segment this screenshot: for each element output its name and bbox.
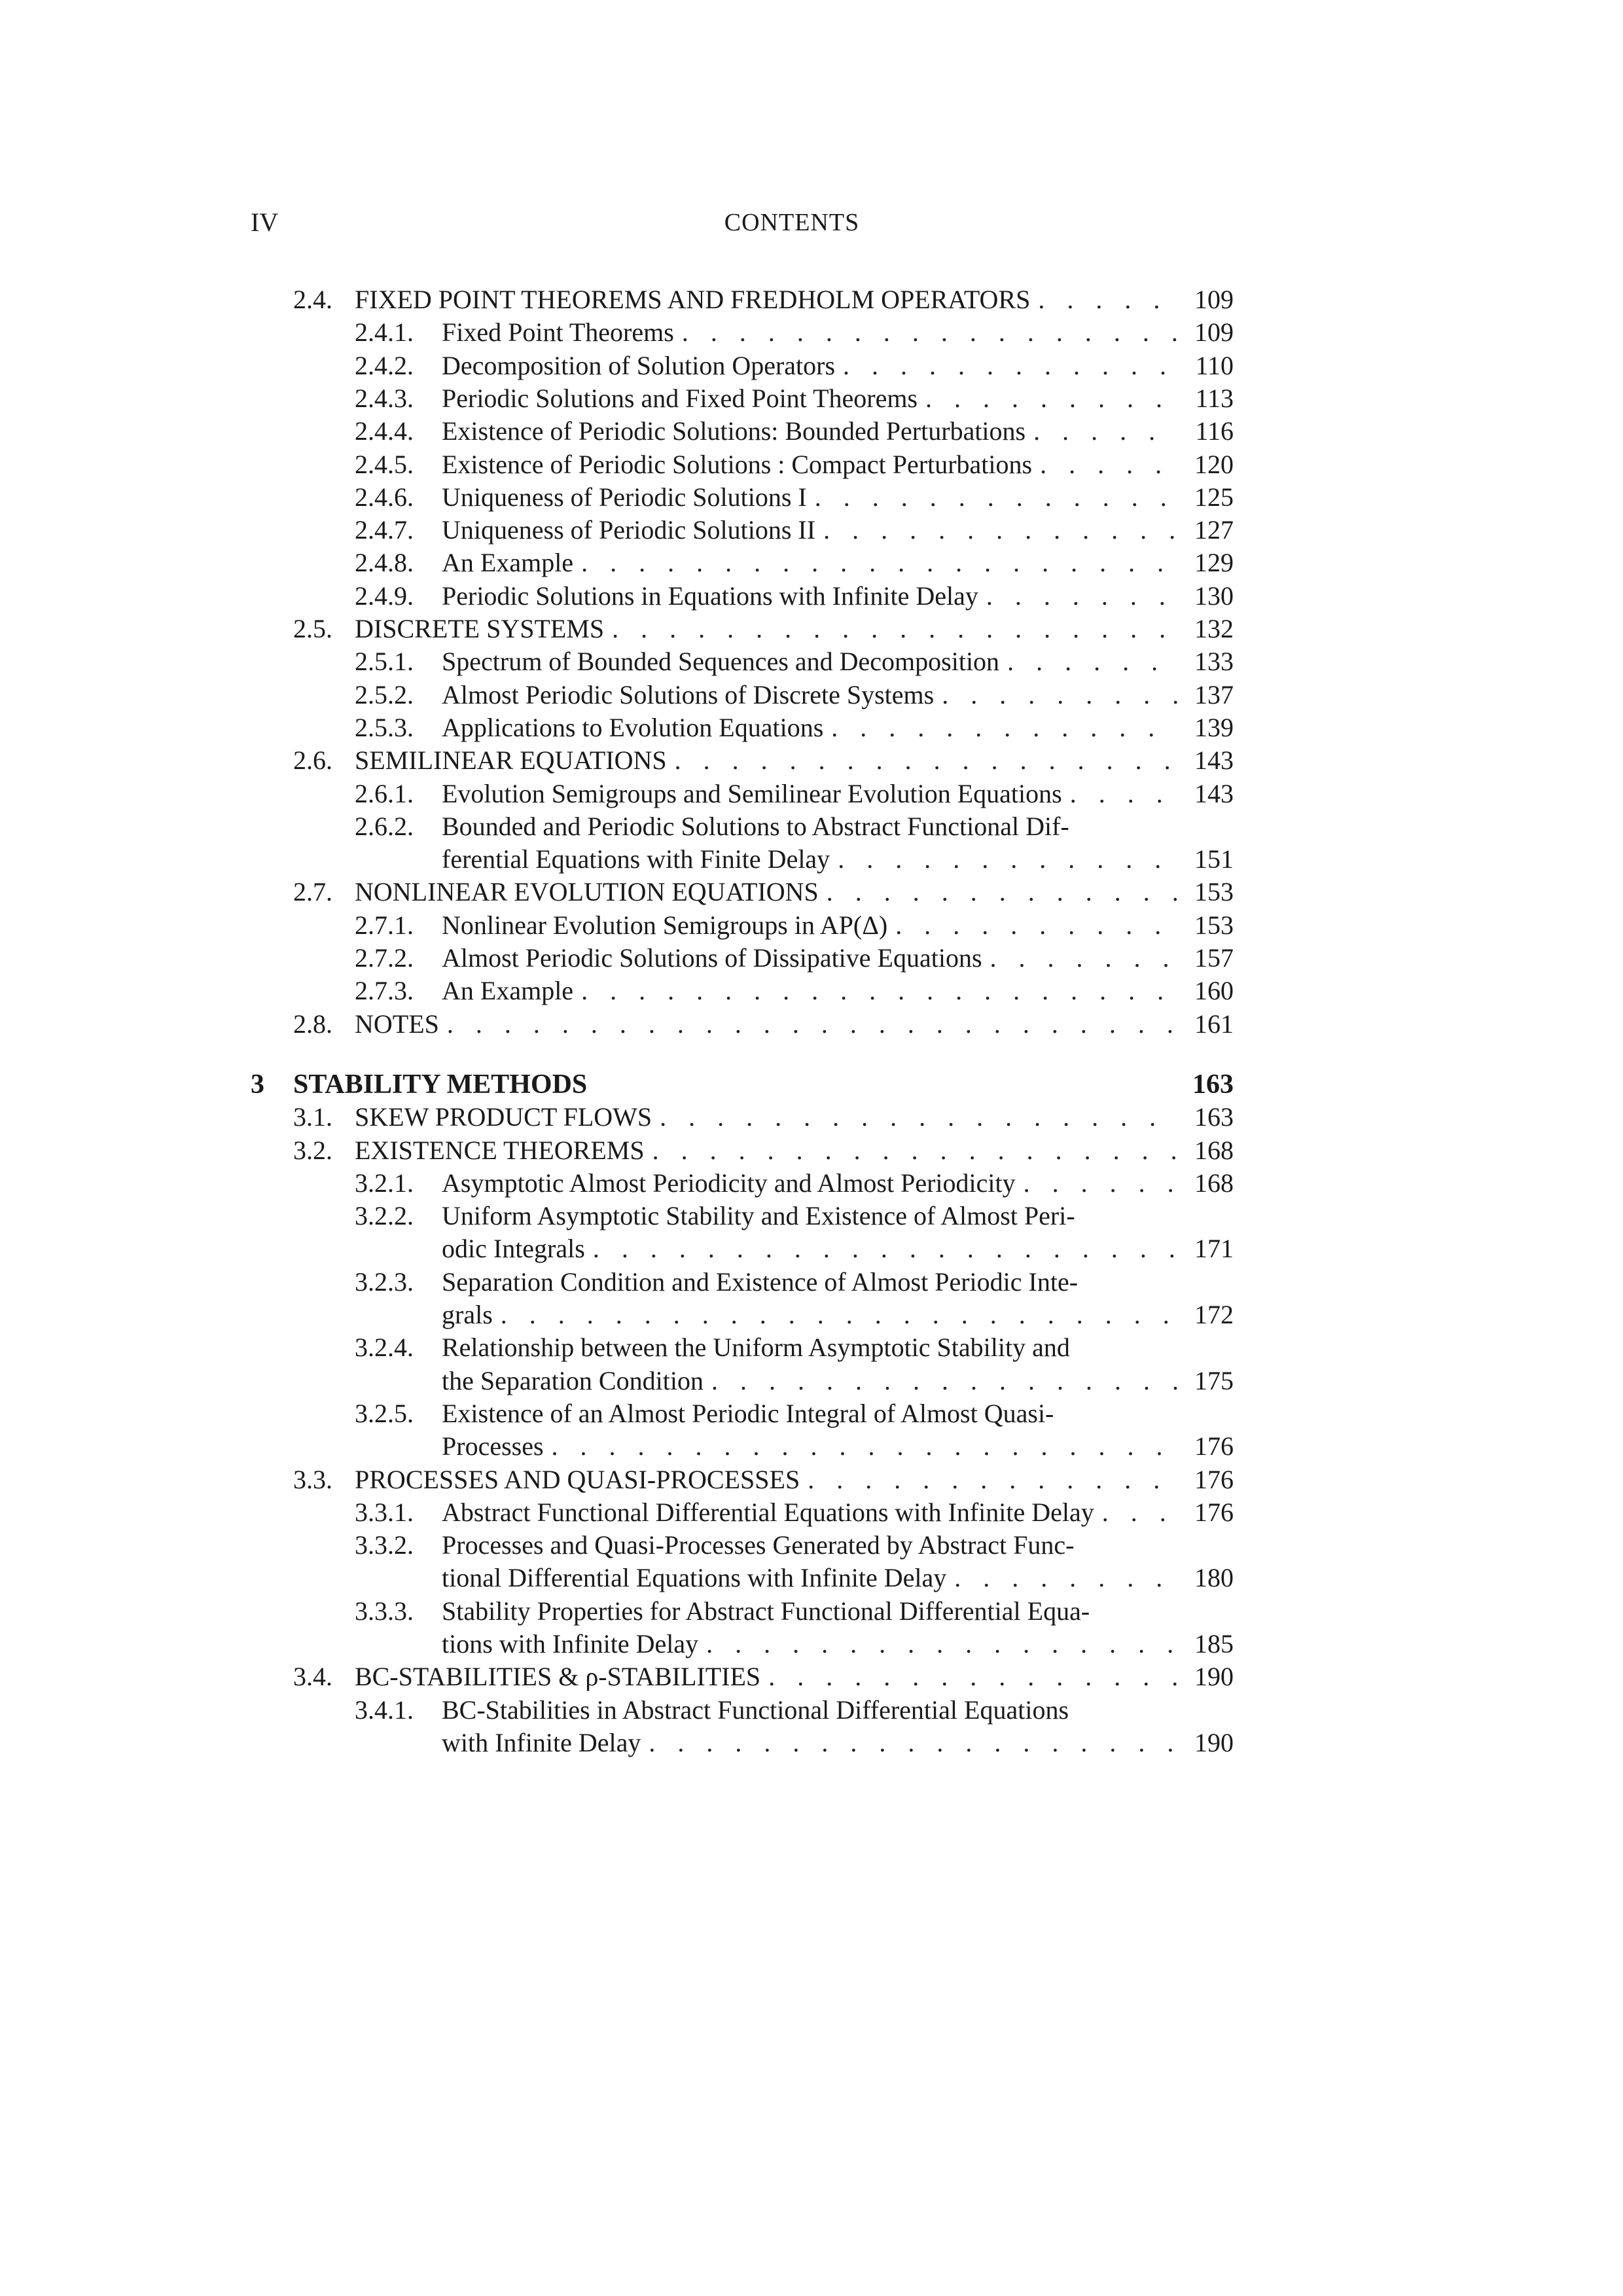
toc-title: Processes and Quasi-Processes Generated by Abstract Func- bbox=[442, 1530, 1075, 1560]
toc-title: Separation Condition and Existence of Almost Periodic Inte- bbox=[442, 1266, 1079, 1297]
toc-title: Spectrum of Bounded Sequences and Decomposition bbox=[442, 647, 1000, 677]
toc-entry[interactable] bbox=[0, 1364, 1240, 1398]
toc-entry[interactable] bbox=[0, 974, 1240, 1008]
toc-entry[interactable] bbox=[0, 1594, 1240, 1628]
toc-page-number: 163 bbox=[1194, 1102, 1234, 1132]
toc-title: Existence of Periodic Solutions: Bounded Perturbations bbox=[442, 416, 1026, 446]
toc-number: 2.5. bbox=[293, 614, 332, 643]
toc-title: with Infinite Delay bbox=[442, 1727, 641, 1757]
toc-entry[interactable] bbox=[0, 414, 1240, 448]
toc-number: 2.7.2. bbox=[355, 943, 414, 973]
toc-entry[interactable] bbox=[0, 1528, 1240, 1562]
toc-page-number: 180 bbox=[1194, 1563, 1234, 1593]
toc-number: 2.7.1. bbox=[355, 910, 414, 940]
toc-page-number: 172 bbox=[1194, 1300, 1234, 1329]
toc-title: tional Differential Equations with Infinite Delay bbox=[442, 1563, 947, 1593]
toc-page-number: 120 bbox=[1194, 449, 1234, 479]
toc-entry[interactable] bbox=[0, 1100, 1240, 1134]
toc-page-number: 160 bbox=[1194, 976, 1234, 1006]
leader-dots bbox=[978, 579, 1179, 613]
toc-entry[interactable] bbox=[0, 645, 1240, 679]
leader-dots bbox=[1030, 283, 1179, 317]
toc-page-number: 153 bbox=[1194, 910, 1234, 940]
toc-number: 3.3.3. bbox=[355, 1596, 414, 1626]
toc-number: 2.5.3. bbox=[355, 712, 414, 742]
toc-number: 3.3.1. bbox=[355, 1497, 414, 1527]
toc-number: 2.5.1. bbox=[355, 647, 414, 677]
toc-number: 3.4.1. bbox=[355, 1695, 414, 1725]
toc-entry[interactable] bbox=[0, 382, 1240, 416]
toc-entry[interactable] bbox=[0, 1627, 1240, 1661]
toc-page-number: 153 bbox=[1194, 877, 1234, 907]
toc-entry[interactable] bbox=[0, 1429, 1240, 1463]
toc-title: FIXED POINT THEOREMS AND FREDHOLM OPERATORS bbox=[355, 285, 1031, 314]
toc-page-number: 132 bbox=[1194, 614, 1234, 643]
toc-page-number: 176 bbox=[1194, 1431, 1234, 1462]
toc-number: 2.7. bbox=[293, 877, 332, 907]
toc-entry[interactable] bbox=[0, 1199, 1240, 1233]
leader-dots bbox=[544, 1429, 1179, 1463]
toc-entry[interactable] bbox=[0, 1397, 1240, 1431]
toc-title: Almost Periodic Solutions of Discrete Systems bbox=[442, 679, 935, 709]
toc-number: 3.3.2. bbox=[355, 1530, 414, 1560]
toc-title: NONLINEAR EVOLUTION EQUATIONS bbox=[355, 877, 819, 907]
toc-number: 2.4.1. bbox=[355, 317, 414, 348]
toc-title: An Example bbox=[442, 548, 574, 578]
toc-title: Asymptotic Almost Periodicity and Almost Periodicity bbox=[442, 1168, 1016, 1198]
toc-entry[interactable] bbox=[0, 315, 1240, 350]
leader-dots bbox=[645, 1134, 1179, 1168]
toc-title: Bounded and Periodic Solutions to Abstract Functional Dif- bbox=[442, 811, 1069, 841]
toc-entry[interactable] bbox=[0, 1726, 1240, 1760]
toc-number: 2.7.3. bbox=[355, 976, 414, 1006]
toc-entry[interactable] bbox=[0, 612, 1240, 646]
toc-entry[interactable] bbox=[0, 283, 1240, 317]
toc-entry[interactable] bbox=[0, 1265, 1240, 1299]
toc-entry[interactable] bbox=[0, 941, 1240, 975]
toc-entry[interactable] bbox=[0, 1463, 1240, 1497]
toc-title: Existence of an Almost Periodic Integral of Almost Quasi- bbox=[442, 1398, 1054, 1428]
toc-page-number: 113 bbox=[1195, 383, 1234, 413]
toc-page-number: 139 bbox=[1194, 712, 1234, 742]
toc-title: DISCRETE SYSTEMS bbox=[355, 614, 605, 643]
leader-dots bbox=[815, 513, 1179, 547]
toc-page-number: 168 bbox=[1194, 1135, 1234, 1165]
toc-number: 2.4.5. bbox=[355, 449, 414, 479]
toc-number: 3.2. bbox=[293, 1135, 332, 1165]
toc-entry[interactable] bbox=[0, 349, 1240, 383]
toc-title: the Separation Condition bbox=[442, 1365, 704, 1395]
leader-dots bbox=[439, 1007, 1179, 1041]
leader-dots bbox=[641, 1726, 1179, 1760]
toc-title: NOTES bbox=[355, 1009, 439, 1039]
leader-dots bbox=[800, 1463, 1179, 1497]
leader-dots bbox=[835, 349, 1179, 383]
toc-title: SEMILINEAR EQUATIONS bbox=[355, 745, 667, 776]
toc-page-number: 176 bbox=[1194, 1497, 1234, 1527]
toc-title: Periodic Solutions in Equations with Infinite Delay bbox=[442, 581, 978, 611]
toc-number: 3.1. bbox=[293, 1102, 332, 1132]
toc-page-number: 127 bbox=[1194, 515, 1234, 545]
toc-number: 2.4.3. bbox=[355, 383, 414, 413]
toc-number: 2.4. bbox=[293, 285, 332, 314]
leader-dots bbox=[887, 908, 1179, 942]
page-number: IV bbox=[251, 207, 279, 237]
toc-page-number: 151 bbox=[1194, 844, 1234, 874]
toc-page-number: 157 bbox=[1194, 943, 1234, 973]
toc-entry[interactable] bbox=[0, 711, 1240, 745]
toc-entry[interactable] bbox=[0, 1232, 1240, 1266]
toc-page-number: 116 bbox=[1195, 416, 1234, 446]
toc-page-number: 168 bbox=[1194, 1168, 1234, 1198]
toc-title: Uniqueness of Periodic Solutions II bbox=[442, 515, 816, 545]
leader-dots bbox=[823, 711, 1179, 745]
toc-title: Uniform Asymptotic Stability and Existence of Almost Peri- bbox=[442, 1201, 1075, 1231]
toc-title: tions with Infinite Delay bbox=[442, 1629, 699, 1659]
toc-page-number: 125 bbox=[1194, 482, 1234, 512]
toc-title: Processes bbox=[442, 1431, 544, 1462]
toc-entry[interactable] bbox=[0, 579, 1240, 613]
toc-title: Uniqueness of Periodic Solutions I bbox=[442, 482, 807, 512]
toc-title: Applications to Evolution Equations bbox=[442, 712, 824, 742]
toc-number: 2.6.2. bbox=[355, 811, 414, 841]
toc-entry[interactable] bbox=[0, 1496, 1240, 1530]
toc-number: 2.4.2. bbox=[355, 350, 414, 380]
toc-title: PROCESSES AND QUASI-PROCESSES bbox=[355, 1464, 800, 1494]
toc-number: 2.4.9. bbox=[355, 581, 414, 611]
leader-dots bbox=[1094, 1496, 1179, 1530]
toc-entry[interactable] bbox=[0, 908, 1240, 942]
toc-number: 3.2.2. bbox=[355, 1201, 414, 1231]
toc-entry[interactable] bbox=[0, 777, 1240, 811]
leader-dots bbox=[1062, 777, 1179, 811]
toc-entry[interactable] bbox=[0, 1331, 1240, 1365]
leader-dots bbox=[1032, 448, 1179, 482]
leader-dots bbox=[999, 645, 1179, 679]
leader-dots bbox=[674, 315, 1179, 350]
leader-dots bbox=[585, 1232, 1179, 1266]
toc-number: 3.3. bbox=[293, 1464, 332, 1494]
leader-dots bbox=[918, 382, 1179, 416]
leader-dots bbox=[807, 480, 1179, 514]
leader-dots bbox=[760, 1660, 1179, 1694]
toc-page-number: 171 bbox=[1194, 1234, 1234, 1264]
toc-page-number: 176 bbox=[1194, 1464, 1234, 1494]
toc-number: 2.4.8. bbox=[355, 548, 414, 578]
leader-dots bbox=[830, 842, 1179, 876]
toc-page-number: 109 bbox=[1194, 317, 1234, 348]
toc-number: 3.2.3. bbox=[355, 1266, 414, 1297]
toc-entry[interactable] bbox=[0, 1007, 1240, 1041]
toc-page-number: 161 bbox=[1194, 1009, 1234, 1039]
toc-page-number: 110 bbox=[1195, 350, 1234, 380]
leader-dots bbox=[934, 678, 1179, 712]
toc-page-number: 185 bbox=[1194, 1629, 1234, 1659]
leader-dots bbox=[604, 612, 1179, 646]
toc-title: Stability Properties for Abstract Functional Differential Equa- bbox=[442, 1596, 1090, 1626]
toc-page-number: 137 bbox=[1194, 679, 1234, 709]
toc-title: SKEW PRODUCT FLOWS bbox=[355, 1102, 652, 1132]
toc-number: 2.4.6. bbox=[355, 482, 414, 512]
toc-entry[interactable] bbox=[0, 1660, 1240, 1694]
toc-title: Decomposition of Solution Operators bbox=[442, 350, 836, 380]
toc-page-number: 130 bbox=[1194, 581, 1234, 611]
toc-number: 2.5.2. bbox=[355, 679, 414, 709]
toc-number: 2.8. bbox=[293, 1009, 332, 1039]
toc-title: Periodic Solutions and Fixed Point Theorems bbox=[442, 383, 918, 413]
toc-number: 2.4.4. bbox=[355, 416, 414, 446]
toc-title: Fixed Point Theorems bbox=[442, 317, 674, 348]
toc-entry[interactable] bbox=[0, 1298, 1240, 1332]
leader-dots bbox=[573, 546, 1179, 580]
toc-page-number: 163 bbox=[1192, 1069, 1234, 1100]
toc-title: Existence of Periodic Solutions : Compact Perturbations bbox=[442, 449, 1033, 479]
leader-dots bbox=[573, 974, 1179, 1008]
toc-page-number: 190 bbox=[1194, 1662, 1234, 1692]
toc-title: odic Integrals bbox=[442, 1234, 585, 1264]
leader-dots bbox=[667, 744, 1179, 778]
leader-dots bbox=[1016, 1166, 1179, 1200]
toc-entry[interactable] bbox=[0, 448, 1240, 482]
toc-title: An Example bbox=[442, 976, 574, 1006]
running-title: CONTENTS bbox=[724, 209, 860, 236]
toc-number: 2.6. bbox=[293, 745, 332, 776]
toc-title: Relationship between the Uniform Asymptotic Stability and bbox=[442, 1333, 1070, 1363]
toc-entry[interactable] bbox=[0, 1561, 1240, 1595]
toc-page-number: 143 bbox=[1194, 778, 1234, 808]
toc-page-number: 175 bbox=[1194, 1365, 1234, 1395]
toc-title: EXISTENCE THEOREMS bbox=[355, 1135, 645, 1165]
toc-title: ferential Equations with Finite Delay bbox=[442, 844, 830, 874]
toc-chapter[interactable] bbox=[0, 1067, 1240, 1102]
toc-title: grals bbox=[442, 1300, 493, 1329]
toc-entry[interactable] bbox=[0, 480, 1240, 514]
toc-page-number: 133 bbox=[1194, 647, 1234, 677]
toc-number: 3 bbox=[251, 1069, 264, 1100]
toc-page-number: 109 bbox=[1194, 285, 1234, 314]
leader-dots bbox=[982, 941, 1179, 975]
toc-title: STABILITY METHODS bbox=[293, 1069, 588, 1100]
toc-number: 2.4.7. bbox=[355, 515, 414, 545]
toc-entry[interactable] bbox=[0, 1693, 1240, 1727]
toc-number: 3.2.4. bbox=[355, 1333, 414, 1363]
toc-title: BC-STABILITIES & ρ-STABILITIES bbox=[355, 1662, 761, 1692]
toc-number: 3.2.1. bbox=[355, 1168, 414, 1198]
toc-page-number: 129 bbox=[1194, 548, 1234, 578]
toc-entry[interactable] bbox=[0, 513, 1240, 547]
toc-title: Nonlinear Evolution Semigroups in AP(Δ) bbox=[442, 910, 888, 940]
toc-entry[interactable] bbox=[0, 875, 1240, 909]
leader-dots bbox=[946, 1561, 1179, 1595]
leader-dots bbox=[704, 1364, 1179, 1398]
leader-dots bbox=[698, 1627, 1179, 1661]
toc-title: Abstract Functional Differential Equations with Infinite Delay bbox=[442, 1497, 1094, 1527]
toc-entry[interactable] bbox=[0, 546, 1240, 580]
toc-page-number: 143 bbox=[1194, 745, 1234, 776]
toc-entry[interactable] bbox=[0, 678, 1240, 712]
toc-title: Evolution Semigroups and Semilinear Evolution Equations bbox=[442, 778, 1062, 808]
toc-entry[interactable] bbox=[0, 810, 1240, 844]
leader-dots bbox=[652, 1100, 1179, 1134]
toc-number: 3.4. bbox=[293, 1662, 332, 1692]
leader-dots bbox=[493, 1298, 1179, 1332]
toc-entry[interactable] bbox=[0, 1134, 1240, 1168]
leader-dots bbox=[1026, 414, 1179, 448]
toc-number: 3.2.5. bbox=[355, 1398, 414, 1428]
toc-entry[interactable] bbox=[0, 842, 1240, 876]
toc-entry[interactable] bbox=[0, 744, 1240, 778]
leader-dots bbox=[819, 875, 1179, 909]
toc-title: Almost Periodic Solutions of Dissipative Equations bbox=[442, 943, 982, 973]
toc-page-number: 190 bbox=[1194, 1727, 1234, 1757]
toc-title: BC-Stabilities in Abstract Functional Differential Equations bbox=[442, 1695, 1069, 1725]
toc-entry[interactable] bbox=[0, 1166, 1240, 1200]
toc-number: 2.6.1. bbox=[355, 778, 414, 808]
